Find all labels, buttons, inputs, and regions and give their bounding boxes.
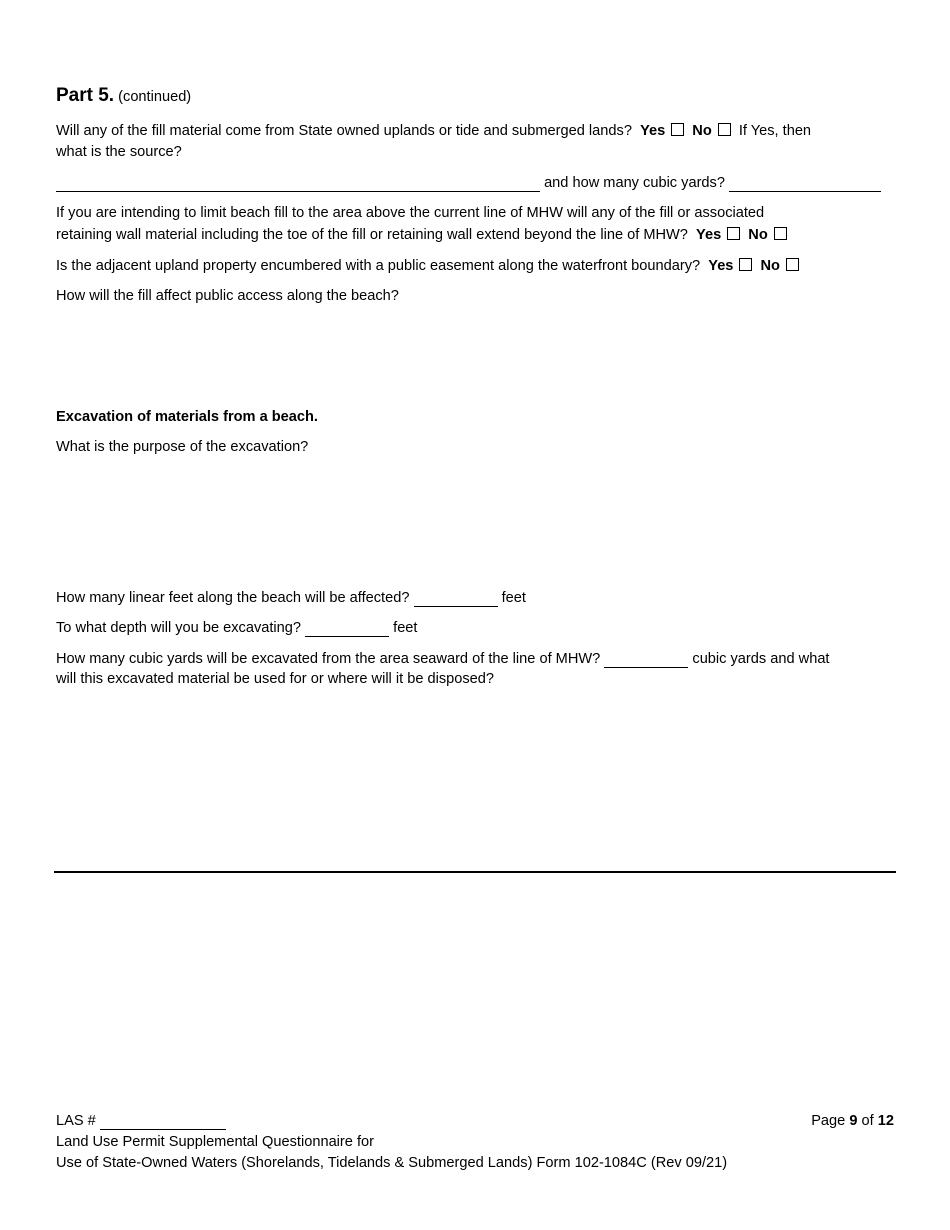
question-text: How many linear feet along the beach will be affected? [56,590,410,606]
footer-form-subtitle: Use of State-Owned Waters (Shorelands, Tidelands & Submerged Lands) Form 102-1084C (Rev 09/21) [56,1155,728,1171]
page-of: of [861,1113,874,1129]
question-easement [56,256,803,276]
yes-label: Yes [696,227,722,243]
question-middle: and how many cubic yards? [544,175,725,191]
disposal-answer-area[interactable] [56,694,890,854]
question-mhw-extend [56,225,791,245]
page-number [811,1111,894,1131]
footer-form-title: Land Use Permit Supplemental Questionnaire for [56,1134,374,1150]
excavation-heading: Excavation of materials from a beach. [56,409,318,425]
part-title: Part 5. [56,85,115,106]
question-fill-volume [56,173,881,193]
no-label: No [760,258,780,274]
question-public-access: How will the fill affect public access along the beach? [56,288,399,304]
question-text: To what depth will you be excavating? [56,620,302,636]
question-text: retaining wall material including the toe of the fill or retaining wall extend beyond the line of MHW? [56,227,688,243]
no-checkbox[interactable] [786,258,799,271]
unit-label: feet [393,620,418,636]
question-fill-source [56,121,811,141]
no-label: No [748,227,768,243]
question-fill-source-line2: what is the source? [56,144,182,160]
fill-source-field[interactable] [56,175,540,192]
footer-las [56,1111,226,1131]
yes-label: Yes [640,123,666,139]
yes-label: Yes [708,258,734,274]
question-cubic-yards [56,649,830,669]
question-tail: If Yes, then [738,123,812,139]
question-disposal: will this excavated material be used for or where will it be disposed? [56,671,495,687]
question-text: Will any of the fill material come from State owned uplands or tide and submerged lands? [56,123,632,139]
excavation-purpose-answer-area[interactable] [56,460,890,570]
question-linear-feet [56,588,526,608]
yes-checkbox[interactable] [739,258,752,271]
no-checkbox[interactable] [774,227,787,240]
linear-feet-field[interactable] [414,590,498,607]
page-total: 12 [877,1113,894,1129]
question-excavation-purpose: What is the purpose of the excavation? [56,439,309,455]
question-mhw-line1: If you are intending to limit beach fill to the area above the current line of MHW will any of the fill or associated [56,205,765,221]
page-word: Page [811,1113,846,1129]
las-label: LAS # [56,1113,96,1129]
depth-field[interactable] [305,620,389,637]
yes-checkbox[interactable] [727,227,740,240]
yes-checkbox[interactable] [671,123,684,136]
unit-label: feet [501,590,526,606]
page-current: 9 [849,1113,858,1129]
las-number-field[interactable] [100,1113,226,1130]
question-depth [56,618,417,638]
cubic-yards-field[interactable] [729,175,881,192]
part-heading [56,86,191,107]
no-checkbox[interactable] [718,123,731,136]
no-label: No [692,123,712,139]
question-tail: cubic yards and what [692,651,830,667]
excavated-cubic-yards-field[interactable] [604,651,688,668]
question-text: How many cubic yards will be excavated from the area seaward of the line of MHW? [56,651,601,667]
section-divider [54,871,896,873]
public-access-answer-area[interactable] [56,310,890,390]
part-subtitle: (continued) [118,89,192,105]
question-text: Is the adjacent upland property encumbered with a public easement along the waterfront boundary? [56,258,701,274]
